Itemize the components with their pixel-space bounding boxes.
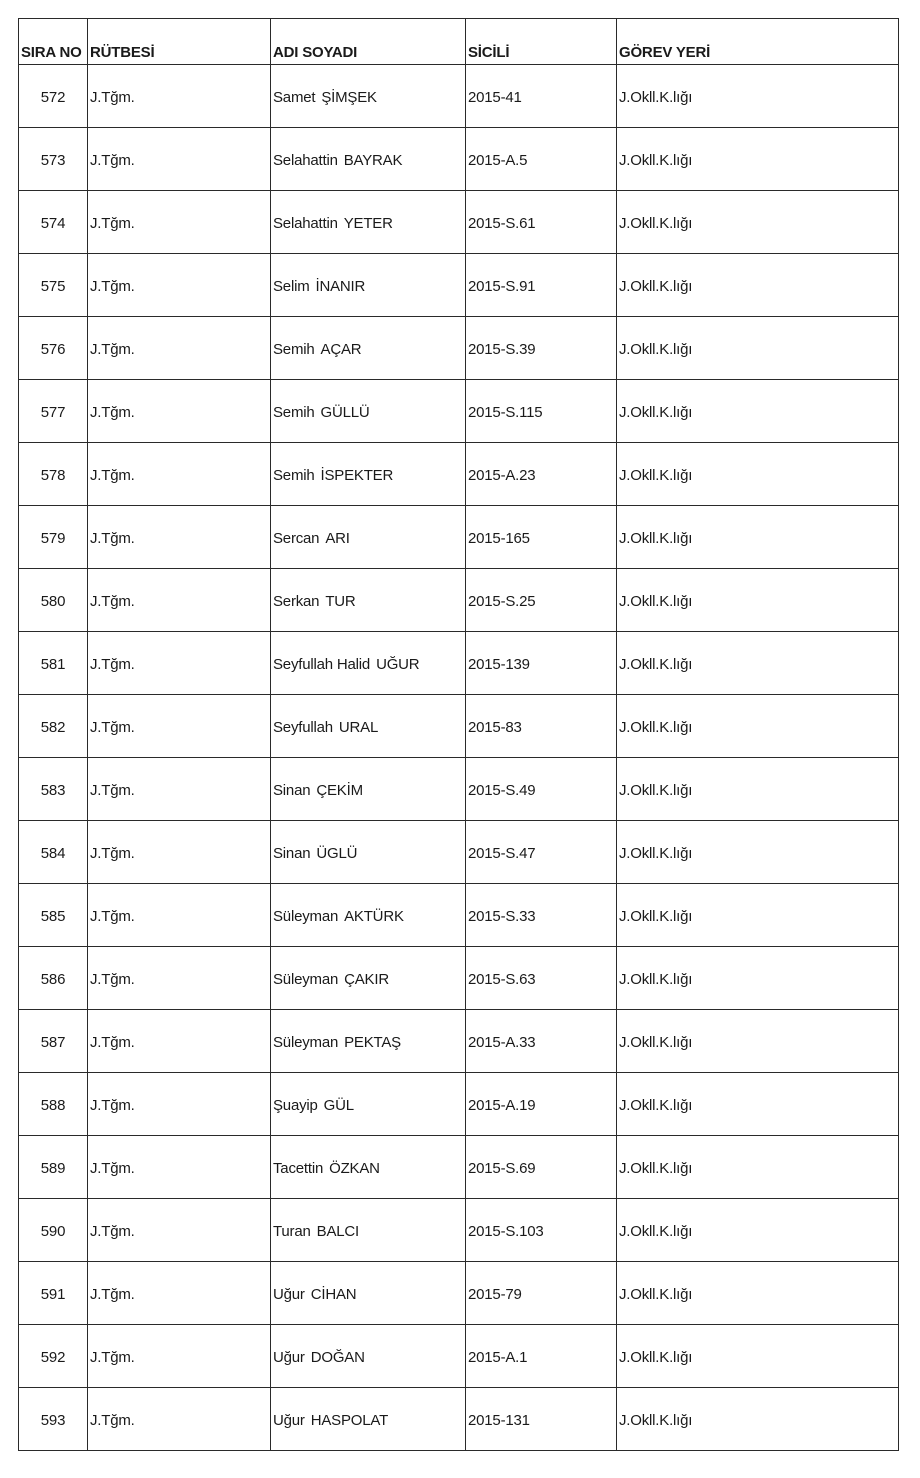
- table-row: [19, 695, 899, 758]
- first-name: Uğur: [273, 1349, 305, 1366]
- last-name: DOĞAN: [310, 1349, 365, 1366]
- cell-sicili: 2015-A.5: [466, 128, 617, 191]
- cell-gorev-yeri: J.Okll.K.lığı: [617, 947, 899, 1010]
- table-row: [19, 128, 899, 191]
- cell-adi-soyadi: [271, 380, 466, 443]
- first-name: Selim: [273, 278, 310, 295]
- table-row: [19, 191, 899, 254]
- cell-sira-no: 585: [19, 884, 88, 947]
- first-name: Selahattin: [273, 152, 338, 169]
- cell-rutbesi: J.Tğm.: [88, 821, 271, 884]
- cell-gorev-yeri: J.Okll.K.lığı: [617, 317, 899, 380]
- first-name: Samet: [273, 89, 316, 106]
- last-name: ARI: [325, 530, 350, 547]
- cell-gorev-yeri: J.Okll.K.lığı: [617, 1199, 899, 1262]
- cell-sicili: 2015-131: [466, 1388, 617, 1451]
- cell-sira-no: 587: [19, 1010, 88, 1073]
- cell-gorev-yeri: J.Okll.K.lığı: [617, 128, 899, 191]
- cell-sicili: 2015-S.103: [466, 1199, 617, 1262]
- last-name: ÜGLÜ: [316, 845, 358, 862]
- personnel-table: [18, 18, 899, 1451]
- table-row: [19, 1388, 899, 1451]
- cell-gorev-yeri: J.Okll.K.lığı: [617, 506, 899, 569]
- cell-sira-no: 590: [19, 1199, 88, 1262]
- last-name: YETER: [343, 215, 393, 232]
- cell-adi-soyadi: [271, 128, 466, 191]
- cell-rutbesi: J.Tğm.: [88, 758, 271, 821]
- first-name: Sinan: [273, 782, 311, 799]
- cell-sicili: 2015-A.1: [466, 1325, 617, 1388]
- cell-gorev-yeri: J.Okll.K.lığı: [617, 632, 899, 695]
- table-row: [19, 1199, 899, 1262]
- cell-gorev-yeri: J.Okll.K.lığı: [617, 695, 899, 758]
- cell-adi-soyadi: [271, 821, 466, 884]
- cell-gorev-yeri: J.Okll.K.lığı: [617, 191, 899, 254]
- cell-sicili: 2015-S.91: [466, 254, 617, 317]
- cell-sira-no: 573: [19, 128, 88, 191]
- first-name: Uğur: [273, 1412, 305, 1429]
- cell-gorev-yeri: J.Okll.K.lığı: [617, 65, 899, 128]
- cell-rutbesi: J.Tğm.: [88, 128, 271, 191]
- header-sira-no: SIRA NO: [19, 19, 88, 65]
- cell-sira-no: 588: [19, 1073, 88, 1136]
- cell-sira-no: 577: [19, 380, 88, 443]
- cell-rutbesi: J.Tğm.: [88, 1136, 271, 1199]
- table-row: [19, 506, 899, 569]
- table-row: [19, 632, 899, 695]
- table-row: [19, 569, 899, 632]
- cell-rutbesi: J.Tğm.: [88, 632, 271, 695]
- cell-gorev-yeri: J.Okll.K.lığı: [617, 1010, 899, 1073]
- table-row: [19, 1010, 899, 1073]
- cell-adi-soyadi: [271, 1010, 466, 1073]
- cell-sicili: 2015-S.33: [466, 884, 617, 947]
- cell-sicili: 2015-A.33: [466, 1010, 617, 1073]
- cell-gorev-yeri: J.Okll.K.lığı: [617, 569, 899, 632]
- cell-gorev-yeri: J.Okll.K.lığı: [617, 1262, 899, 1325]
- cell-gorev-yeri: J.Okll.K.lığı: [617, 821, 899, 884]
- first-name: Sercan: [273, 530, 320, 547]
- cell-gorev-yeri: J.Okll.K.lığı: [617, 1325, 899, 1388]
- cell-sira-no: 572: [19, 65, 88, 128]
- cell-adi-soyadi: [271, 506, 466, 569]
- cell-gorev-yeri: J.Okll.K.lığı: [617, 1388, 899, 1451]
- last-name: GÜL: [323, 1097, 354, 1114]
- table-header-row: [19, 19, 899, 65]
- table-row: [19, 380, 899, 443]
- cell-rutbesi: J.Tğm.: [88, 1073, 271, 1136]
- first-name: Turan: [273, 1223, 311, 1240]
- cell-adi-soyadi: [271, 758, 466, 821]
- cell-adi-soyadi: [271, 317, 466, 380]
- table-row: [19, 1262, 899, 1325]
- cell-rutbesi: J.Tğm.: [88, 695, 271, 758]
- cell-gorev-yeri: J.Okll.K.lığı: [617, 254, 899, 317]
- table-row: [19, 317, 899, 380]
- cell-sira-no: 581: [19, 632, 88, 695]
- cell-rutbesi: J.Tğm.: [88, 569, 271, 632]
- cell-adi-soyadi: [271, 1262, 466, 1325]
- last-name: CİHAN: [310, 1286, 357, 1303]
- cell-adi-soyadi: [271, 1073, 466, 1136]
- cell-rutbesi: J.Tğm.: [88, 1199, 271, 1262]
- last-name: URAL: [338, 719, 379, 736]
- cell-sira-no: 584: [19, 821, 88, 884]
- first-name: Sinan: [273, 845, 311, 862]
- last-name: PEKTAŞ: [344, 1034, 401, 1051]
- cell-rutbesi: J.Tğm.: [88, 380, 271, 443]
- cell-adi-soyadi: [271, 1388, 466, 1451]
- last-name: ÖZKAN: [329, 1160, 380, 1177]
- table-row: [19, 947, 899, 1010]
- cell-adi-soyadi: [271, 1136, 466, 1199]
- cell-rutbesi: J.Tğm.: [88, 191, 271, 254]
- cell-rutbesi: J.Tğm.: [88, 1010, 271, 1073]
- cell-gorev-yeri: J.Okll.K.lığı: [617, 758, 899, 821]
- cell-sicili: 2015-41: [466, 65, 617, 128]
- table-row: [19, 1325, 899, 1388]
- first-name: Şuayip: [273, 1097, 318, 1114]
- cell-sira-no: 582: [19, 695, 88, 758]
- cell-sira-no: 578: [19, 443, 88, 506]
- cell-sira-no: 576: [19, 317, 88, 380]
- first-name: Serkan: [273, 593, 320, 610]
- last-name: ÇAKIR: [344, 971, 389, 988]
- last-name: ŞİMŞEK: [321, 89, 377, 106]
- cell-sicili: 2015-A.23: [466, 443, 617, 506]
- last-name: UĞUR: [376, 656, 420, 673]
- cell-rutbesi: J.Tğm.: [88, 254, 271, 317]
- cell-adi-soyadi: [271, 632, 466, 695]
- cell-adi-soyadi: [271, 947, 466, 1010]
- cell-sicili: 2015-S.69: [466, 1136, 617, 1199]
- cell-gorev-yeri: J.Okll.K.lığı: [617, 443, 899, 506]
- last-name: HASPOLAT: [310, 1412, 389, 1429]
- cell-adi-soyadi: [271, 1325, 466, 1388]
- first-name: Selahattin: [273, 215, 338, 232]
- cell-sira-no: 591: [19, 1262, 88, 1325]
- table-row: [19, 1136, 899, 1199]
- cell-adi-soyadi: [271, 569, 466, 632]
- cell-rutbesi: J.Tğm.: [88, 1388, 271, 1451]
- last-name: GÜLLÜ: [320, 404, 370, 421]
- cell-sicili: 2015-83: [466, 695, 617, 758]
- first-name: Seyfullah: [273, 719, 333, 736]
- cell-rutbesi: J.Tğm.: [88, 1262, 271, 1325]
- first-name: Semih: [273, 404, 315, 421]
- first-name: Süleyman: [273, 1034, 339, 1051]
- table-row: [19, 65, 899, 128]
- document-page: [18, 18, 898, 1458]
- cell-rutbesi: J.Tğm.: [88, 1325, 271, 1388]
- cell-rutbesi: J.Tğm.: [88, 65, 271, 128]
- cell-rutbesi: J.Tğm.: [88, 506, 271, 569]
- cell-sicili: 2015-S.47: [466, 821, 617, 884]
- cell-rutbesi: J.Tğm.: [88, 317, 271, 380]
- table-row: [19, 1073, 899, 1136]
- cell-sira-no: 586: [19, 947, 88, 1010]
- cell-adi-soyadi: [271, 695, 466, 758]
- last-name: TUR: [325, 593, 356, 610]
- table-row: [19, 758, 899, 821]
- table-row: [19, 821, 899, 884]
- header-adi-soyadi: ADI SOYADI: [271, 19, 466, 65]
- first-name: Süleyman: [273, 908, 339, 925]
- cell-sira-no: 580: [19, 569, 88, 632]
- first-name: Tacettin: [273, 1160, 324, 1177]
- cell-adi-soyadi: [271, 191, 466, 254]
- cell-adi-soyadi: [271, 1199, 466, 1262]
- cell-rutbesi: J.Tğm.: [88, 443, 271, 506]
- last-name: AKTÜRK: [344, 908, 404, 925]
- cell-sicili: 2015-S.25: [466, 569, 617, 632]
- cell-sicili: 2015-A.19: [466, 1073, 617, 1136]
- first-name: Uğur: [273, 1286, 305, 1303]
- cell-sicili: 2015-S.61: [466, 191, 617, 254]
- cell-sicili: 2015-S.115: [466, 380, 617, 443]
- cell-adi-soyadi: [271, 65, 466, 128]
- cell-sicili: 2015-165: [466, 506, 617, 569]
- cell-sicili: 2015-S.49: [466, 758, 617, 821]
- last-name: AÇAR: [320, 341, 362, 358]
- first-name: Semih: [273, 341, 315, 358]
- header-gorev-yeri: GÖREV YERİ: [617, 19, 899, 65]
- cell-sicili: 2015-139: [466, 632, 617, 695]
- table-body: [19, 65, 899, 1451]
- header-sicili: SİCİLİ: [466, 19, 617, 65]
- cell-gorev-yeri: J.Okll.K.lığı: [617, 884, 899, 947]
- cell-sira-no: 583: [19, 758, 88, 821]
- last-name: ÇEKİM: [316, 782, 363, 799]
- cell-adi-soyadi: [271, 254, 466, 317]
- cell-rutbesi: J.Tğm.: [88, 947, 271, 1010]
- last-name: BAYRAK: [343, 152, 403, 169]
- table-row: [19, 254, 899, 317]
- cell-adi-soyadi: [271, 884, 466, 947]
- cell-sira-no: 593: [19, 1388, 88, 1451]
- cell-gorev-yeri: J.Okll.K.lığı: [617, 1136, 899, 1199]
- cell-adi-soyadi: [271, 443, 466, 506]
- cell-sira-no: 574: [19, 191, 88, 254]
- cell-sira-no: 575: [19, 254, 88, 317]
- cell-gorev-yeri: J.Okll.K.lığı: [617, 380, 899, 443]
- table-row: [19, 884, 899, 947]
- cell-gorev-yeri: J.Okll.K.lığı: [617, 1073, 899, 1136]
- first-name: Süleyman: [273, 971, 339, 988]
- cell-sira-no: 579: [19, 506, 88, 569]
- cell-sira-no: 589: [19, 1136, 88, 1199]
- last-name: İSPEKTER: [320, 467, 394, 484]
- table-row: [19, 443, 899, 506]
- cell-rutbesi: J.Tğm.: [88, 884, 271, 947]
- cell-sira-no: 592: [19, 1325, 88, 1388]
- first-name: Semih: [273, 467, 315, 484]
- last-name: BALCI: [316, 1223, 359, 1240]
- cell-sicili: 2015-S.39: [466, 317, 617, 380]
- header-rutbesi: RÜTBESİ: [88, 19, 271, 65]
- cell-sicili: 2015-79: [466, 1262, 617, 1325]
- last-name: İNANIR: [315, 278, 366, 295]
- first-name: Seyfullah Halid: [273, 656, 371, 673]
- cell-sicili: 2015-S.63: [466, 947, 617, 1010]
